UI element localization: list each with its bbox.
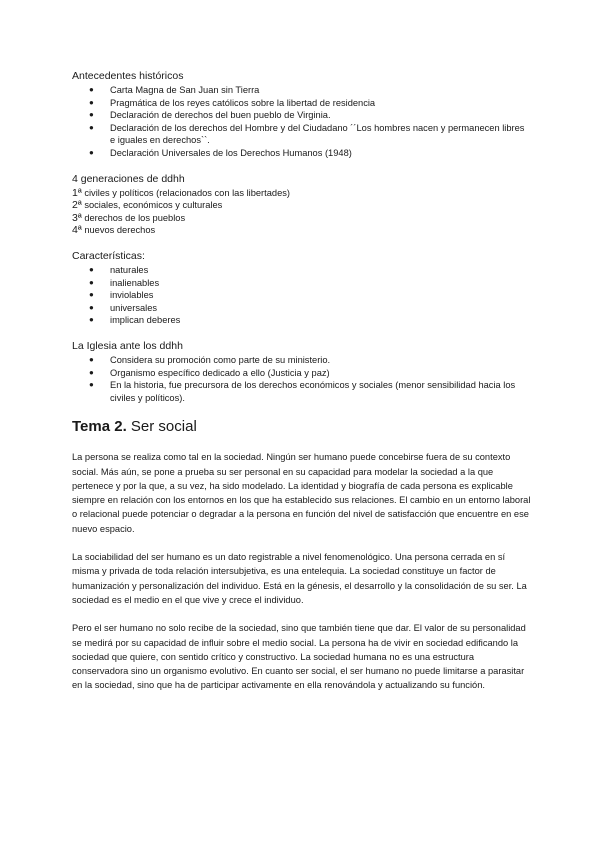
tema-number: Tema 2. xyxy=(72,418,127,436)
generation-number: 1ª xyxy=(72,186,82,199)
generation-number: 4ª xyxy=(72,224,82,237)
bullet-icon: ● xyxy=(89,264,94,274)
bullet-icon: ● xyxy=(89,122,94,132)
bullet-icon: ● xyxy=(89,354,94,364)
list-item xyxy=(72,289,532,302)
list-item xyxy=(72,84,532,97)
generaciones-title: 4 generaciones de ddhh xyxy=(72,172,185,185)
list-item-text: inalienables xyxy=(110,277,160,288)
generation-line xyxy=(72,212,532,225)
generation-text: civiles y políticos (relacionados con las libertades) xyxy=(84,187,290,198)
list-item-text: Declaración de derechos del buen pueblo de Virginia. xyxy=(110,110,331,121)
bullet-icon: ● xyxy=(89,315,94,325)
paragraph: La sociabilidad del ser humano es un dato registrable a nivel fenomenológico. Una persona cerrada en sí misma y privada de toda relación intersubjetiva, es una entelequia. La sociedad constituye un factor de humanización y personalización del individuo. Está en la génesis, el desarrollo y la consolidación de su ser. La sociedad es el medio en el que vive y crece el individuo. xyxy=(72,552,527,605)
caracteristicas-list xyxy=(72,264,532,327)
generation-number: 2ª xyxy=(72,199,82,212)
list-item xyxy=(72,277,532,290)
list-item-text: naturales xyxy=(110,264,149,275)
list-item xyxy=(72,122,532,147)
list-item xyxy=(72,354,532,367)
tema-heading xyxy=(72,418,532,436)
list-item-text: implican deberes xyxy=(110,315,181,326)
generation-line xyxy=(72,187,532,200)
list-item xyxy=(72,379,532,404)
list-item-text: inviolables xyxy=(110,290,154,301)
bullet-icon: ● xyxy=(89,302,94,312)
bullet-icon: ● xyxy=(89,380,94,390)
list-item-text: Carta Magna de San Juan sin Tierra xyxy=(110,85,260,95)
paragraph: La persona se realiza como tal en la sociedad. Ningún ser humano puede concebirse fuera de su contexto social. Más aún, se pone a prueba su ser personal en su capacidad para modelar la sociedad a la que pertenece y por la que, a su vez, ha sido modelado. La identidad y biografía de cada persona es explicable siempre en relación con los entornos en los que ha establecido sus relaciones. El cambio en un entorno laboral o relacional puede potenciar o degradar a la persona en función del nivel de satisfacción que encuentre en ese nuevo espacio. xyxy=(72,452,531,534)
generation-line xyxy=(72,199,532,212)
caracteristicas-title: Características: xyxy=(72,249,145,262)
tema-title: Ser social xyxy=(126,418,197,436)
bullet-icon: ● xyxy=(89,147,94,157)
iglesia-list xyxy=(72,354,532,404)
list-item-text: Considera su promoción como parte de su ministerio. xyxy=(110,354,331,365)
document-page xyxy=(72,70,532,707)
list-item xyxy=(72,367,532,380)
list-item xyxy=(72,314,532,327)
list-item-text: Organismo específico dedicado a ello (Justicia y paz) xyxy=(110,367,330,378)
paragraph: Pero el ser humano no solo recibe de la sociedad, sino que también tiene que dar. El valor de su personalidad se medirá por su capacidad de influir sobre el medio social. La persona ha de vivir en sociedad edificando la sociedad que quiere, con sentido crítico y constructivo. La sociedad humana no es una estructura conservadora sino un organismo evolutivo. En cuanto ser social, el ser humano no puede limitarse a parasitar en la sociedad, sino que ha de participar activamente en ella renovándola y actualizando su función. xyxy=(72,623,526,691)
list-item xyxy=(72,97,532,110)
bullet-icon: ● xyxy=(89,110,94,120)
generation-number: 3ª xyxy=(72,211,82,224)
list-item-text: Declaración de los derechos del Hombre y del Ciudadano ´´Los hombres nacen y permanecen libres e iguales en derechos``. xyxy=(110,122,525,146)
antecedentes-list xyxy=(72,84,532,160)
list-item xyxy=(72,302,532,315)
list-item-text: Pragmática de los reyes católicos sobre la libertad de residencia xyxy=(110,97,376,108)
generation-text: sociales, económicos y culturales xyxy=(84,200,223,211)
bullet-icon: ● xyxy=(89,277,94,287)
generation-text: nuevos derechos xyxy=(84,225,156,236)
iglesia-title: La Iglesia ante los ddhh xyxy=(72,339,183,352)
list-item-text: Declaración Universales de los Derechos Humanos (1948) xyxy=(110,147,352,158)
antecedentes-title: Antecedentes históricos xyxy=(72,70,184,82)
generation-line xyxy=(72,224,532,237)
bullet-icon: ● xyxy=(89,367,94,377)
list-item xyxy=(72,147,532,160)
bullet-icon: ● xyxy=(89,85,94,94)
bullet-icon: ● xyxy=(89,97,94,107)
list-item xyxy=(72,264,532,277)
bullet-icon: ● xyxy=(89,290,94,300)
list-item-text: universales xyxy=(110,302,158,313)
generation-text: derechos de los pueblos xyxy=(84,212,186,223)
list-item-text: En la historia, fue precursora de los derechos económicos y sociales (menor sensibilidad hacia los civiles y políticos). xyxy=(110,380,516,403)
list-item xyxy=(72,109,532,122)
